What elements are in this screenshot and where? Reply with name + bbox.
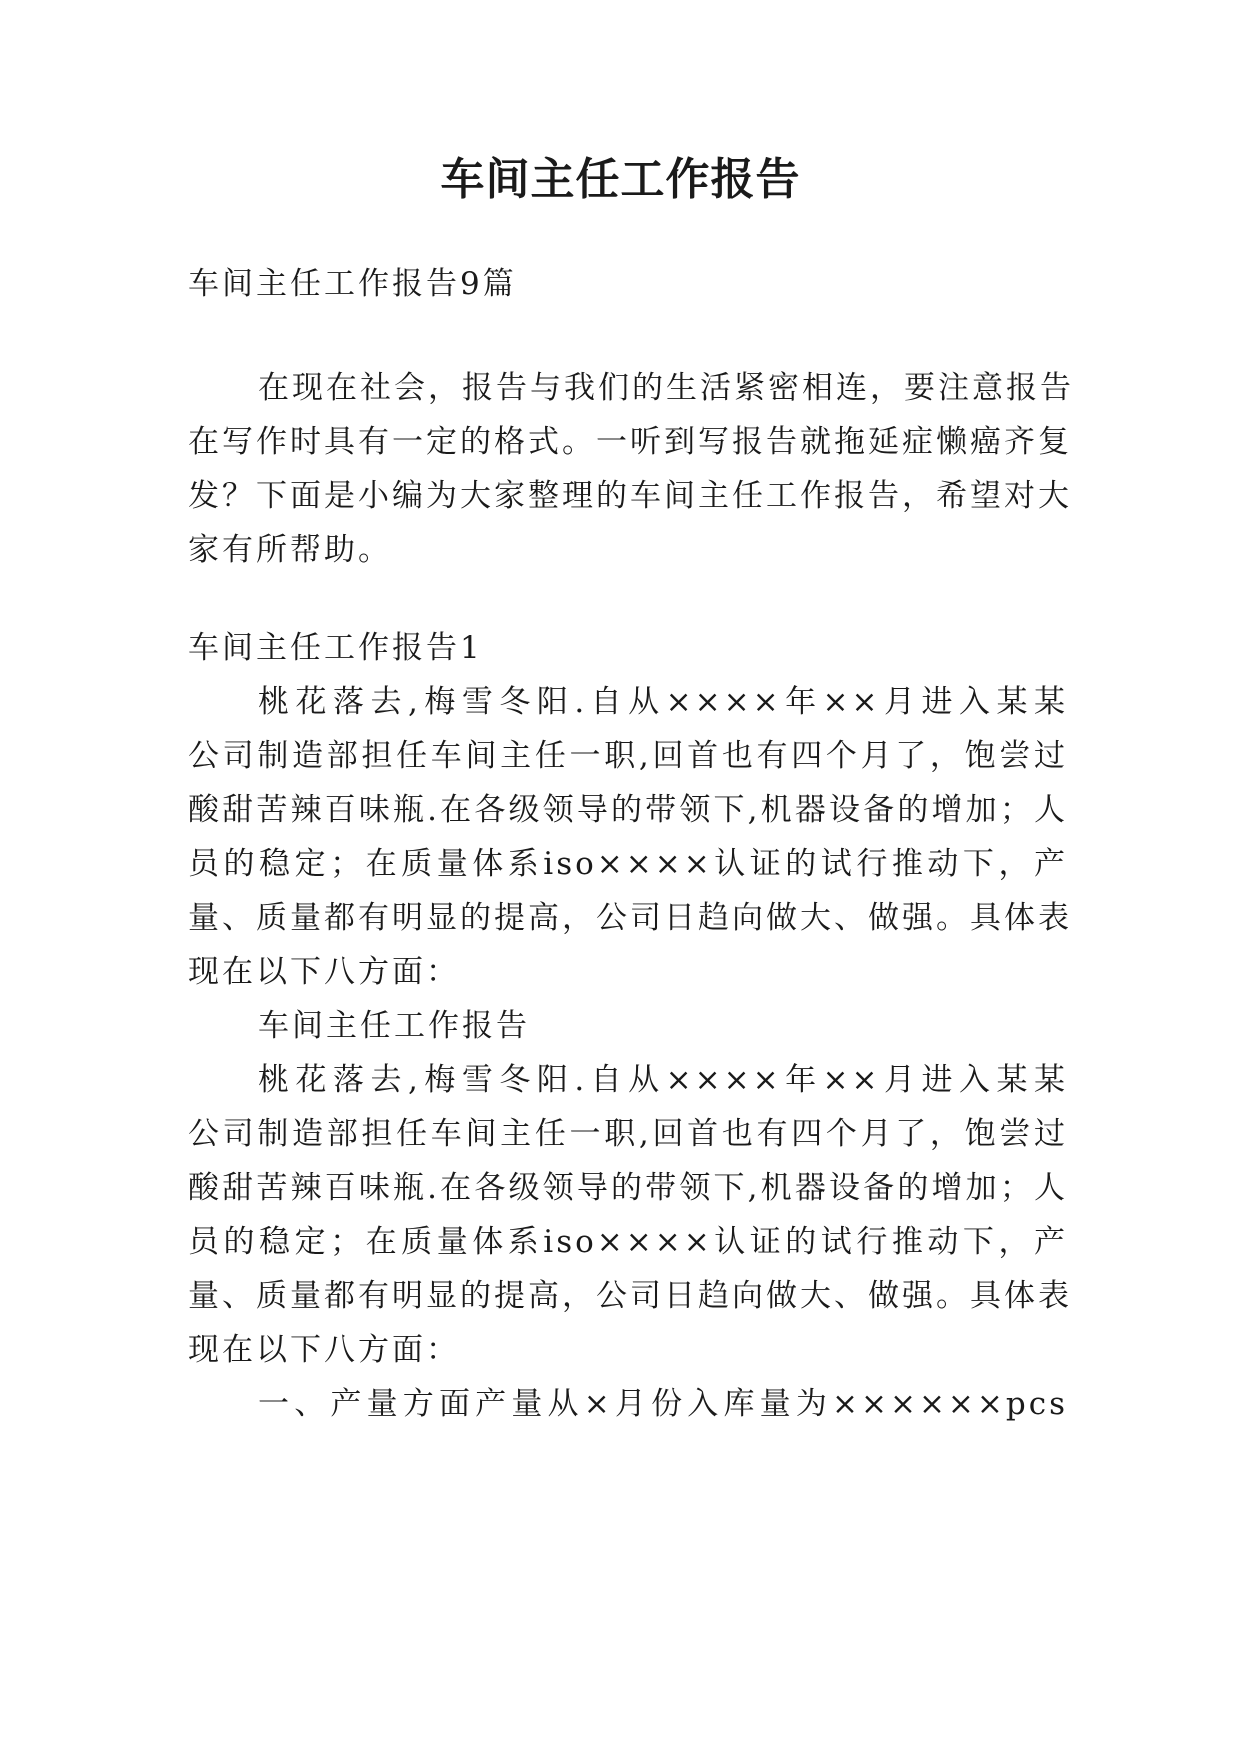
intro-line-4: 家有所帮助。 (188, 532, 392, 568)
section-heading-1: 车间主任工作报告1 (188, 630, 483, 666)
section1-para2-line-6: 现在以下八方面： (188, 1332, 460, 1368)
section1-para1-line-3: 酸甜苦辣百味瓶.在各级领导的带领下,机器设备的增加；人 (188, 792, 1068, 828)
section1-para1-line-2: 公司制造部担任车间主任一职,回首也有四个月了，饱尝过 (188, 738, 1068, 774)
section1-para2-line-2: 公司制造部担任车间主任一职,回首也有四个月了，饱尝过 (188, 1116, 1068, 1152)
section1-para2-line-4: 员的稳定；在质量体系iso××××认证的试行推动下，产 (188, 1224, 1068, 1260)
section1-para2-line-1: 桃花落去,梅雪冬阳.自从××××年××月进入某某 (258, 1062, 1068, 1098)
intro-line-1: 在现在社会，报告与我们的生活紧密相连，要注意报告 (258, 370, 1074, 406)
section1-subheading: 车间主任工作报告 (258, 1008, 530, 1044)
section1-para2-line-5: 量、质量都有明显的提高，公司日趋向做大、做强。具体表 (188, 1278, 1072, 1314)
intro-line-3: 发？下面是小编为大家整理的车间主任工作报告，希望对大 (188, 478, 1072, 514)
section1-point-1: 一、产量方面产量从×月份入库量为××××××pcs (258, 1386, 1068, 1422)
intro-line-2: 在写作时具有一定的格式。一听到写报告就拖延症懒癌齐复 (188, 424, 1072, 460)
section1-para2-line-3: 酸甜苦辣百味瓶.在各级领导的带领下,机器设备的增加；人 (188, 1170, 1068, 1206)
section1-para1-line-5: 量、质量都有明显的提高，公司日趋向做大、做强。具体表 (188, 900, 1072, 936)
section1-para1-line-6: 现在以下八方面： (188, 954, 460, 990)
page-title: 车间主任工作报告 (440, 154, 801, 205)
document-subtitle: 车间主任工作报告9篇 (188, 266, 517, 302)
section1-para1-line-4: 员的稳定；在质量体系iso××××认证的试行推动下，产 (188, 846, 1068, 882)
section1-para1-line-1: 桃花落去,梅雪冬阳.自从××××年××月进入某某 (258, 684, 1068, 720)
